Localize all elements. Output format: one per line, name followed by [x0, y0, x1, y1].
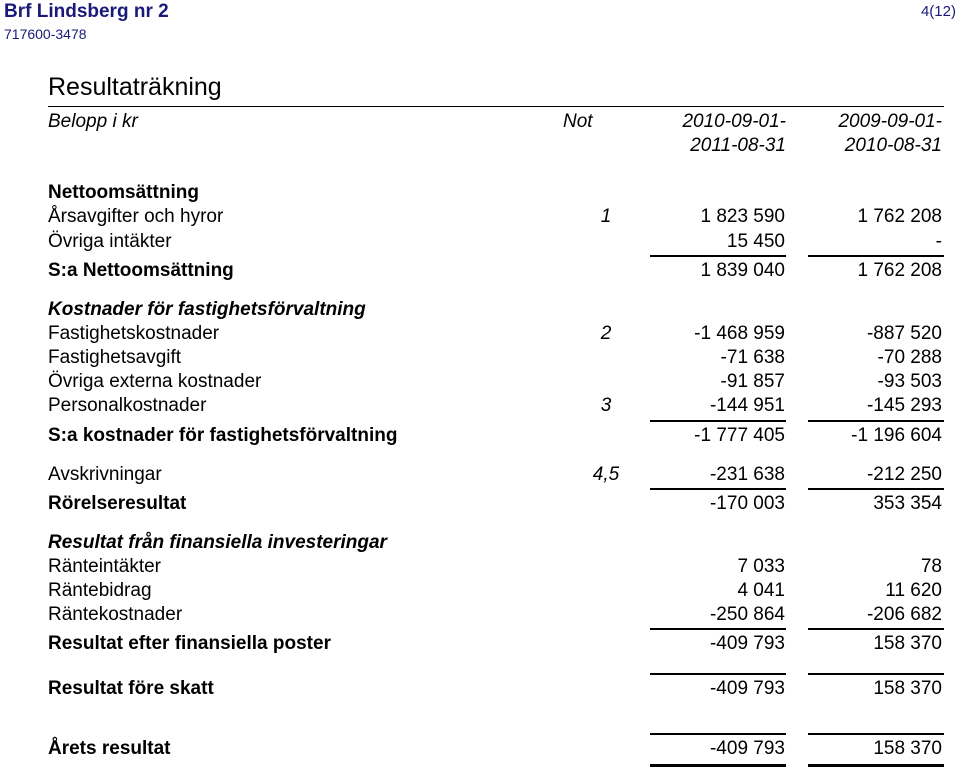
row-label: Räntekostnader [48, 604, 183, 625]
row-value-current: -91 857 [720, 371, 785, 392]
table-row [48, 298, 942, 322]
row-value-current: 1 823 590 [700, 206, 785, 227]
column-header-amount: Belopp i kr [48, 111, 138, 132]
table-row [48, 463, 942, 487]
sum-rule [808, 628, 944, 630]
row-value-current: -409 793 [709, 633, 785, 654]
page-title: Resultaträkning [48, 73, 222, 101]
column-header-period2-end: 2010-08-31 [844, 135, 942, 156]
table-row [48, 424, 942, 448]
row-label: Rörelseresultat [48, 493, 187, 514]
column-header-period1-end: 2011-08-31 [690, 135, 786, 156]
table-row [48, 205, 942, 229]
row-value-previous: 158 370 [873, 738, 942, 759]
sum-rule [808, 420, 944, 422]
column-header-not: Not [563, 111, 593, 132]
title-rule [48, 106, 944, 107]
org-name: Brf Lindsberg nr 2 [4, 1, 169, 22]
table-row [48, 632, 942, 656]
sum-rule [650, 628, 786, 630]
sum-rule [808, 733, 944, 735]
row-value-current: 7 033 [737, 556, 785, 577]
row-value-current: -1 777 405 [694, 425, 785, 446]
row-note: 1 [600, 206, 612, 227]
sum-rule-double [808, 764, 944, 767]
row-label: Övriga intäkter [48, 231, 172, 252]
row-value-previous: - [935, 231, 942, 252]
row-note: 2 [600, 323, 612, 344]
row-value-previous: 158 370 [873, 678, 942, 699]
row-value-previous: -93 503 [877, 371, 942, 392]
table-row [48, 531, 942, 555]
row-label: Övriga externa kostnader [48, 371, 262, 392]
row-label: Resultat efter finansiella poster [48, 633, 331, 654]
table-row [48, 370, 942, 394]
sum-rule [650, 673, 786, 675]
table-row [48, 492, 942, 516]
row-label: S:a Nettoomsättning [48, 260, 234, 281]
table-row [48, 603, 942, 627]
sum-rule [650, 420, 786, 422]
column-header-period2-start: 2009-09-01- [838, 111, 942, 132]
row-label: Ränteintäkter [48, 556, 162, 577]
table-row [48, 579, 942, 603]
row-value-current: -409 793 [709, 738, 785, 759]
row-value-current: -71 638 [720, 347, 785, 368]
row-value-current: -231 638 [709, 464, 785, 485]
table-row [48, 322, 942, 346]
row-value-previous: -887 520 [866, 323, 942, 344]
table-row [48, 737, 942, 761]
row-label: Räntebidrag [48, 580, 152, 601]
row-label: Avskrivningar [48, 464, 162, 485]
sum-rule [808, 255, 944, 257]
table-row [48, 346, 942, 370]
sum-rule [808, 488, 944, 490]
table-row [48, 259, 942, 283]
sum-rule [650, 488, 786, 490]
row-value-previous: 1 762 208 [857, 260, 942, 281]
row-value-current: -250 864 [709, 604, 785, 625]
row-label: Fastighetskostnader [48, 323, 220, 344]
row-value-current: -1 468 959 [694, 323, 785, 344]
row-value-previous: -70 288 [877, 347, 942, 368]
row-value-current: -409 793 [709, 678, 785, 699]
table-row [48, 230, 942, 254]
section-heading: Kostnader för fastighetsförvaltning [48, 299, 366, 320]
sum-rule [650, 733, 786, 735]
row-note: 4,5 [592, 464, 620, 485]
column-header-period1-start: 2010-09-01- [682, 111, 786, 132]
table-row [48, 181, 942, 205]
table-row [48, 677, 942, 701]
table-row [48, 555, 942, 579]
row-value-current: 1 839 040 [700, 260, 785, 281]
row-label: Fastighetsavgift [48, 347, 182, 368]
row-value-previous: 11 620 [885, 580, 942, 601]
row-value-current: -144 951 [709, 395, 785, 416]
org-id: 717600-3478 [4, 26, 87, 42]
row-label: Årets resultat [48, 738, 171, 759]
row-label: S:a kostnader för fastighetsförvaltning [48, 425, 398, 446]
row-note: 3 [600, 395, 612, 416]
row-value-current: 15 450 [726, 231, 785, 252]
sum-rule [808, 673, 944, 675]
row-value-previous: -1 196 604 [851, 425, 942, 446]
row-value-current: -170 003 [709, 493, 785, 514]
row-label: Årsavgifter och hyror [48, 206, 224, 227]
row-value-previous: -212 250 [866, 464, 942, 485]
sum-rule [650, 255, 786, 257]
table-row [48, 394, 942, 418]
section-heading: Resultat från finansiella investeringar [48, 532, 387, 553]
row-value-previous: -206 682 [866, 604, 942, 625]
row-value-previous: 158 370 [873, 633, 942, 654]
row-value-current: 4 041 [737, 580, 785, 601]
row-value-previous: 78 [920, 556, 942, 577]
row-label: Resultat före skatt [48, 678, 214, 699]
page-number: 4(12) [920, 3, 956, 20]
row-value-previous: 353 354 [873, 493, 942, 514]
row-label: Personalkostnader [48, 395, 207, 416]
row-value-previous: 1 762 208 [857, 206, 942, 227]
row-value-previous: -145 293 [866, 395, 942, 416]
section-heading: Nettoomsättning [48, 182, 199, 203]
sum-rule-double [650, 764, 786, 767]
